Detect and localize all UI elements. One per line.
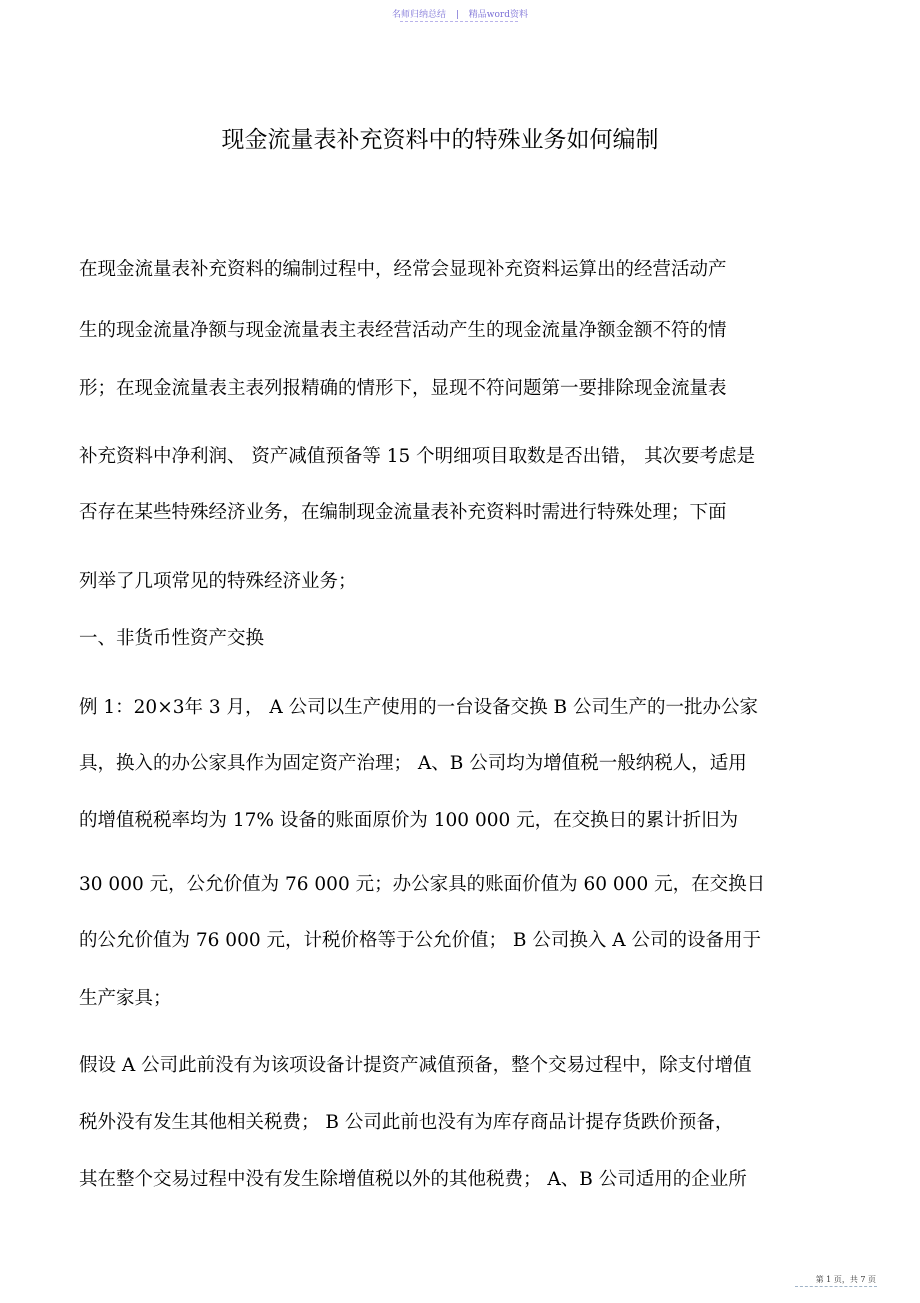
document-title: 现金流量表补充资料中的特殊业务如何编制 (221, 127, 659, 153)
body-line: 的增值税税率均为 17% 设备的账面原价为 100 000 元，在交换日的累计折旧为 (79, 810, 739, 831)
body-line: 生的现金流量净额与现金流量表主表经营活动产生的现金流量净额金额不符的情 (79, 320, 727, 341)
header-separator (457, 10, 458, 19)
body-line: 30 000 元，公允价值为 76 000 元；办公家具的账面价值为 60 000 元，在交换日 (79, 874, 766, 895)
page-number: 第 1 页，共 7 页 (815, 1275, 876, 1284)
body-line: 其在整个交易过程中没有发生除增值税以外的其他税费； A、B 公司适用的企业所 (79, 1169, 747, 1190)
section-heading: 一、非货币性资产交换 (79, 628, 265, 649)
footer-rule (795, 1286, 877, 1287)
body-line: 税外没有发生其他相关税费； B 公司此前也没有为库存商品计提存货跌价预备， (79, 1112, 734, 1133)
body-line: 补充资料中净利润、 资产减值预备等 15 个明细项目取数是否出错， 其次要考虑是 (79, 446, 756, 467)
body-line: 生产家具； (79, 988, 172, 1009)
body-line: 例 1：20×3年 3 月， A 公司以生产使用的一台设备交换 B 公司生产的一批办公家 (79, 697, 758, 718)
header-left-text: 名师归纳总结 (392, 10, 447, 20)
body-line: 形；在现金流量表主表列报精确的情形下，显现不符问题第一要排除现金流量表 (79, 378, 727, 399)
body-line: 在现金流量表补充资料的编制过程中，经常会显现补充资料运算出的经营活动产 (79, 259, 727, 280)
body-line: 列举了几项常见的特殊经济业务； (79, 571, 357, 592)
body-line: 否存在某些特殊经济业务，在编制现金流量表补充资料时需进行特殊处理；下面 (79, 502, 727, 523)
body-line: 假设 A 公司此前没有为该项设备计提资产减值预备，整个交易过程中，除支付增值 (79, 1055, 752, 1076)
page-header (0, 7, 920, 20)
header-right-text: 精品word资料 (468, 10, 528, 20)
body-line: 具，换入的办公家具作为固定资产治理； A、B 公司均为增值税一般纳税人，适用 (79, 753, 747, 774)
body-line: 的公允价值为 76 000 元，计税价格等于公允价值； B 公司换入 A 公司的设备用于 (79, 930, 761, 951)
header-rule (400, 21, 518, 22)
